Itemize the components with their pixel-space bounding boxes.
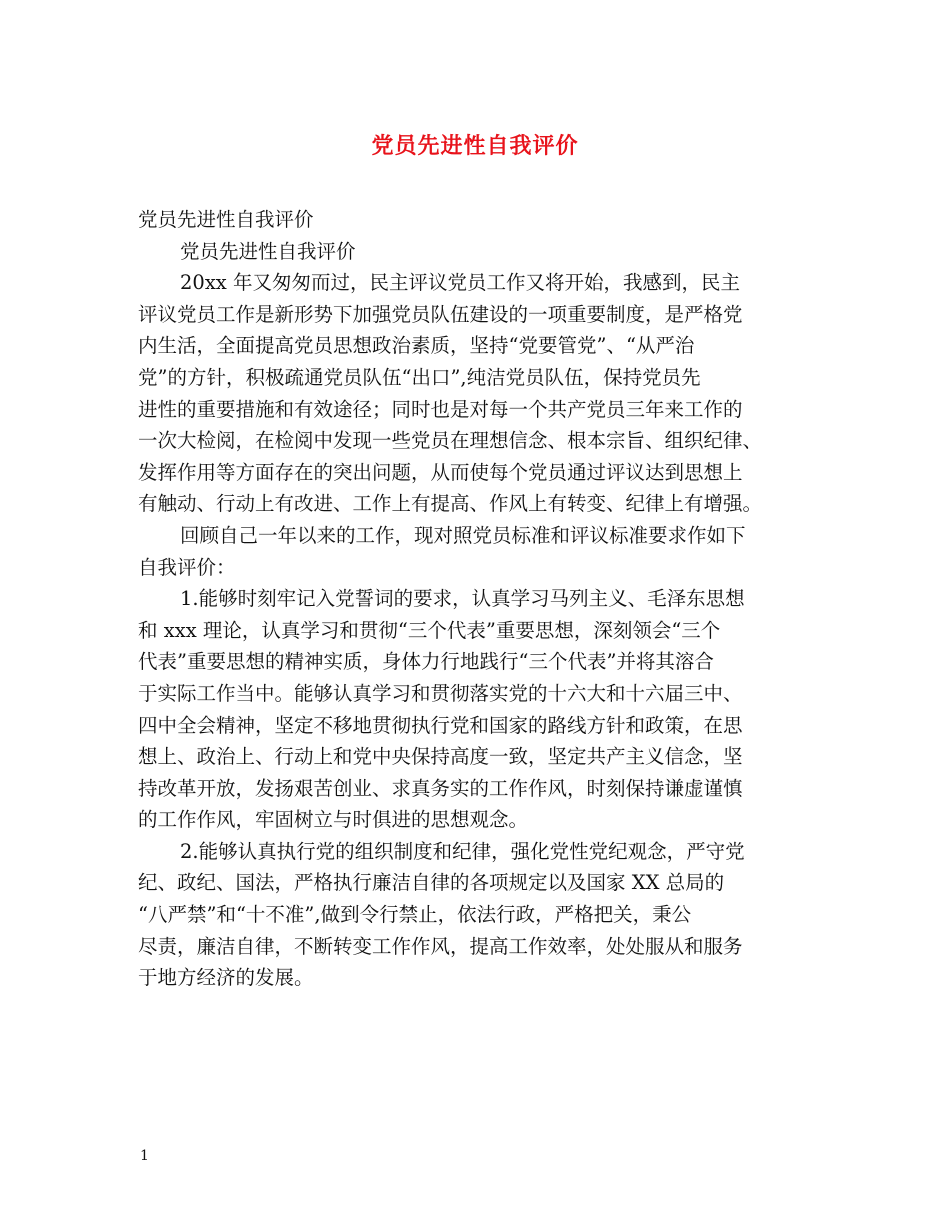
body-line: 发挥作用等方面存在的突出问题，从而使每个党员通过评议达到思想上: [138, 460, 743, 484]
body-line: 进性的重要措施和有效途径；同时也是对每一个共产党员三年来工作的: [138, 397, 743, 421]
body-line: 想上、政治上、行动上和党中央保持高度一致，坚定共产主义信念，坚: [138, 745, 743, 769]
document-title: 党员先进性自我评价: [371, 133, 579, 159]
body-line: 和 xxx 理论，认真学习和贯彻“三个代表”重要思想，深刻领会“三个: [138, 618, 721, 642]
body-line: “八严禁”和“十不准”,做到令行禁止，依法行政，严格把关，秉公: [138, 903, 692, 927]
body-line: 回顾自己一年以来的工作，现对照党员标准和评议标准要求作如下: [180, 523, 746, 547]
body-line: 于实际工作当中。能够认真学习和贯彻落实党的十六大和十六届三中、: [138, 681, 743, 705]
document-body: [138, 204, 820, 994]
body-line: 有触动、行动上有改进、工作上有提高、作风上有转变、纪律上有增强。: [138, 492, 763, 516]
body-line: 纪、政纪、国法，严格执行廉洁自律的各项规定以及国家 XX 总局的: [138, 871, 725, 895]
body-line: 评议党员工作是新形势下加强党员队伍建设的一项重要制度，是严格党: [138, 302, 743, 326]
body-line: 20xx 年又匆匆而过，民主评议党员工作又将开始，我感到，民主: [180, 271, 741, 295]
body-line: 2.能够认真执行党的组织制度和纪律，强化党性党纪观念，严守党: [180, 839, 745, 863]
body-line: 的工作作风，牢固树立与时俱进的思想观念。: [138, 808, 529, 832]
body-line: 代表”重要思想的精神实质，身体力行地践行“三个代表”并将其溶合: [138, 650, 714, 674]
body-line: 一次大检阅，在检阅中发现一些党员在理想信念、根本宗旨、组织纪律、: [138, 429, 763, 453]
body-line: 于地方经济的发展。: [138, 966, 314, 990]
page-number: 1: [140, 1148, 149, 1164]
body-line: 党员先进性自我评价: [138, 208, 314, 231]
body-line: 1.能够时刻牢记入党誓词的要求，认真学习马列主义、毛泽东思想: [180, 587, 745, 611]
body-line: 持改革开放，发扬艰苦创业、求真务实的工作作风，时刻保持谦虚谨慎: [138, 776, 743, 800]
body-line: 党员先进性自我评价: [180, 239, 356, 263]
body-line: 党”的方针，积极疏通党员队伍“出口”,纯洁党员队伍，保持党员先: [138, 365, 701, 389]
body-line: 自我评价：: [138, 555, 236, 579]
body-line: 四中全会精神，坚定不移地贯彻执行党和国家的路线方针和政策，在思: [138, 713, 743, 737]
body-line: 内生活，全面提高党员思想政治素质，坚持“党要管党”、“从严治: [138, 334, 695, 358]
body-line: 尽责，廉洁自律，不断转变工作作风，提高工作效率，处处服从和服务: [138, 934, 743, 958]
